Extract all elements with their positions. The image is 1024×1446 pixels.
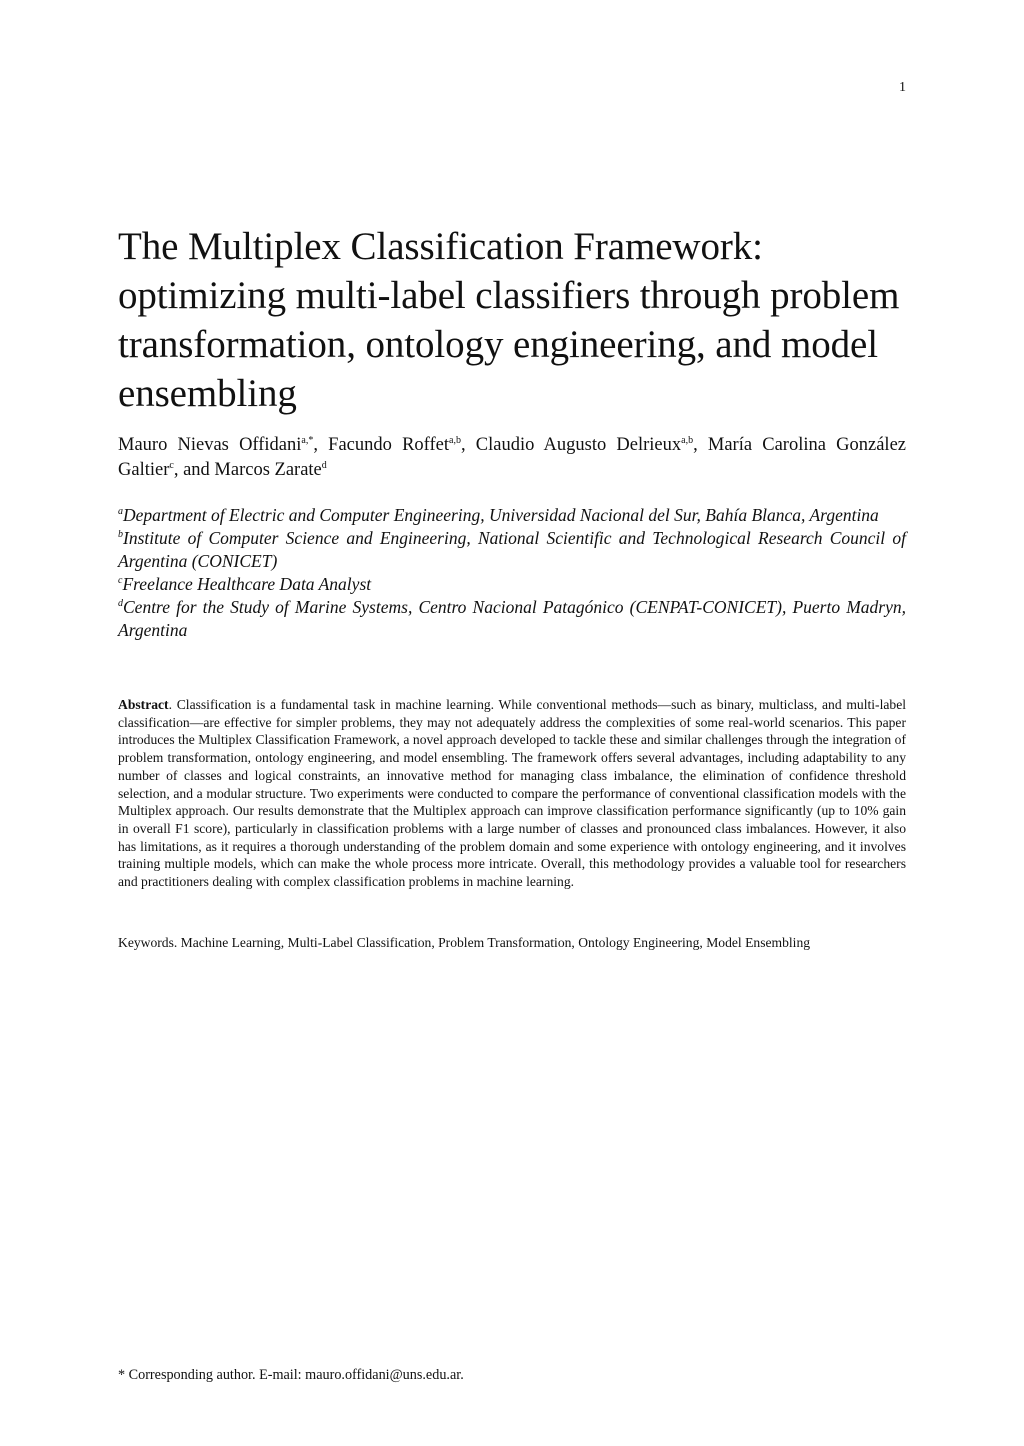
affiliation-key: d <box>118 598 123 610</box>
affiliation-text: Centre for the Study of Marine Systems, Centro Nacional Patagónico (CENPAT-CONICET), Puerto Madryn, Argentina <box>118 597 906 640</box>
author-separator: , <box>313 435 329 455</box>
author-separator: , <box>460 435 476 455</box>
affiliation-key: b <box>118 529 123 541</box>
author-separator: , <box>693 435 708 455</box>
corresponding-author-footnote: * Corresponding author. E-mail: mauro.offidani@uns.edu.ar. <box>118 1367 464 1383</box>
abstract-label: Abstract <box>118 697 169 712</box>
author-affiliation-mark: d <box>321 459 327 471</box>
affiliation-list <box>118 504 906 642</box>
affiliation-text: Institute of Computer Science and Engineering, National Scientific and Technological Research Council of Argentina (CONICET) <box>118 528 906 571</box>
author-list <box>118 433 906 483</box>
author-name: Facundo Roffet <box>328 435 449 455</box>
affiliation-key: c <box>118 575 123 587</box>
abstract-text: . Classification is a fundamental task in machine learning. While conventional methods—such as binary, multiclass, and multi-label classification—are effective for simpler problems, they may not adequately address the complexities of some real-world scenarios. This paper introduces the Multiplex Classification Framework, a novel approach developed to tackle these and similar challenges through the integration of problem transformation, ontology engineering, and model ensembling. The framework offers several advantages, including adaptability to any number of classes and logical constraints, an innovative method for managing class imbalance, the elimination of confidence threshold selection, and a modular structure. Two experiments were conducted to compare the performance of conventional classification models with the Multiplex approach. Our results demonstrate that the Multiplex approach can improve classification performance significantly (up to 10% gain in overall F1 score), particularly in classification problems with a large number of classes and pronounced class imbalances. However, it also has limitations, as it requires a thorough understanding of the problem domain and some experience with ontology engineering, and it involves training multiple models, which can make the whole process more intricate. Overall, this methodology provides a valuable tool for researchers and practitioners dealing with complex classification problems in machine learning. <box>118 697 906 890</box>
author-name: María Carolina González Galtier <box>118 435 906 480</box>
author-affiliation-mark: a,b <box>449 434 461 446</box>
page-number: 1 <box>899 80 906 95</box>
affiliation-item <box>118 573 906 596</box>
author-affiliation-mark: a,* <box>301 434 314 446</box>
affiliation-item <box>118 504 906 527</box>
abstract <box>118 696 906 891</box>
affiliation-text: Freelance Healthcare Data Analyst <box>122 574 372 594</box>
keywords: Keywords. Machine Learning, Multi-Label Classification, Problem Transformation, Ontology Engineering, Model Ensembling <box>118 935 811 950</box>
author-separator: , and <box>173 460 215 480</box>
affiliation-item <box>118 596 906 642</box>
author-name: Mauro Nievas Offidani <box>118 435 302 455</box>
affiliation-key: a <box>118 506 123 518</box>
author-name: Claudio Augusto Delrieux <box>475 435 682 455</box>
affiliation-text: Department of Electric and Computer Engineering, Universidad Nacional del Sur, Bahía Blanca, Argentina <box>123 505 879 525</box>
paper-title: The Multiplex Classification Framework: optimizing multi-label classifiers through problem transformation, ontology engineering, and model ensembling <box>118 225 900 415</box>
author-affiliation-mark: c <box>169 459 174 471</box>
author-affiliation-mark: a,b <box>681 434 694 446</box>
author-name: Marcos Zarate <box>214 460 322 480</box>
affiliation-item <box>118 527 906 573</box>
